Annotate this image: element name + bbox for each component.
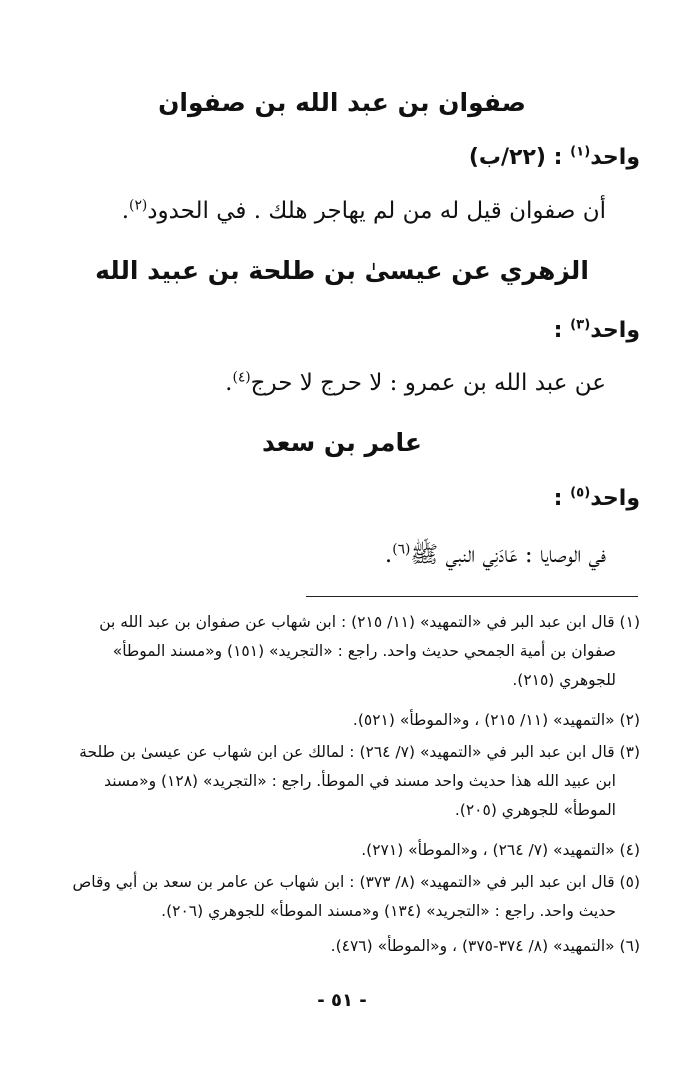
footnote-line: (١) قال ابن عبد البر في «التمهيد» (١١/ ٢١٥) : ابن شهاب عن صفوان بن عبد الله بن [99, 613, 640, 631]
footnote-ref[interactable]: (٢) [129, 197, 148, 214]
entry-text-body: أن صفوان قيل له من لم يهاجر هلك . في الحدود [147, 198, 606, 224]
entry-text-body: عن عبد الله بن عمرو : لا حرج لا حرج [250, 370, 606, 396]
entry-text [122, 198, 606, 224]
entry-text-suffix: . [121, 198, 130, 224]
page-number: - ٥١ - [317, 990, 367, 1011]
footnote-ref[interactable]: (١) [570, 144, 591, 160]
footnote-separator [306, 596, 638, 597]
entry-label-suffix: : (٢٢/ب) [468, 145, 563, 170]
entry-label [469, 145, 640, 170]
entry-text [225, 370, 606, 396]
entry-label-suffix: : [553, 486, 563, 511]
footnote-2 [44, 706, 640, 735]
entry-text-body: في الوصايا : عَادَنِي النبي ﷺ [410, 542, 606, 568]
footnote-line: (٤) «التمهيد» (٧/ ٢٦٤) ، و«الموطأ» (٢٧١). [361, 841, 640, 859]
footnote-line: (٢) «التمهيد» (١١/ ٢١٥) ، و«الموطأ» (٥٢١). [352, 711, 640, 729]
footnote-line: للجوهري (٢١٥). [512, 671, 616, 689]
footnote-4 [44, 836, 640, 865]
footnote-line: (٦) «التمهيد» (٨/ ٣٧٤-٣٧٥) ، و«الموطأ» (٤٧٦). [330, 937, 640, 955]
section-heading-zuhri: الزهري عن عيسىٰ بن طلحة بن عبيد الله [95, 256, 589, 285]
section-heading-safwan: صفوان بن عبد الله بن صفوان [158, 88, 526, 117]
entry-label [554, 318, 640, 343]
footnote-line: (٥) قال ابن عبد البر في «التمهيد» (٨/ ٣٧٣) : ابن شهاب عن عامر بن سعد بن أبي وقاص [72, 873, 640, 891]
footnote-ref[interactable]: (٣) [570, 317, 591, 333]
section-heading-amir: عامر بن سعد [262, 428, 422, 457]
entry-label-suffix: : [553, 318, 563, 343]
footnote-ref[interactable]: (٦) [392, 541, 411, 558]
entry-label-text: واحد [590, 145, 640, 170]
entry-label [554, 486, 640, 511]
entry-text [385, 540, 606, 574]
footnote-line: حديث واحد. راجع : «التجريد» (١٣٤) و«مسند الموطأ» للجوهري (٢٠٦). [161, 902, 616, 920]
entry-label-text: واحد [590, 486, 640, 511]
footnote-line: ابن عبيد الله هذا حديث واحد مسند في الموطأ. راجع : «التجريد» (١٢٨) و«مسند [104, 772, 616, 790]
entry-label-text: واحد [590, 318, 640, 343]
footnote-1 [44, 608, 640, 695]
footnote-6 [44, 932, 640, 961]
footnote-line: (٣) قال ابن عبد البر في «التمهيد» (٧/ ٢٦٤) : لمالك عن ابن شهاب عن عيسىٰ بن طلحة [79, 743, 640, 761]
footnote-ref[interactable]: (٥) [570, 485, 591, 501]
footnote-line: صفوان بن أمية الجمحي حديث واحد. راجع : «التجريد» (١٥١) و«مسند الموطأ» [112, 642, 616, 660]
entry-text-suffix: . [384, 542, 393, 568]
entry-text-suffix: . [225, 370, 233, 396]
footnote-5 [44, 868, 640, 926]
footnote-line: الموطأ» للجوهري (٢٠٥). [454, 801, 616, 819]
footnote-3 [44, 738, 640, 825]
footnote-ref[interactable]: (٤) [232, 369, 251, 386]
